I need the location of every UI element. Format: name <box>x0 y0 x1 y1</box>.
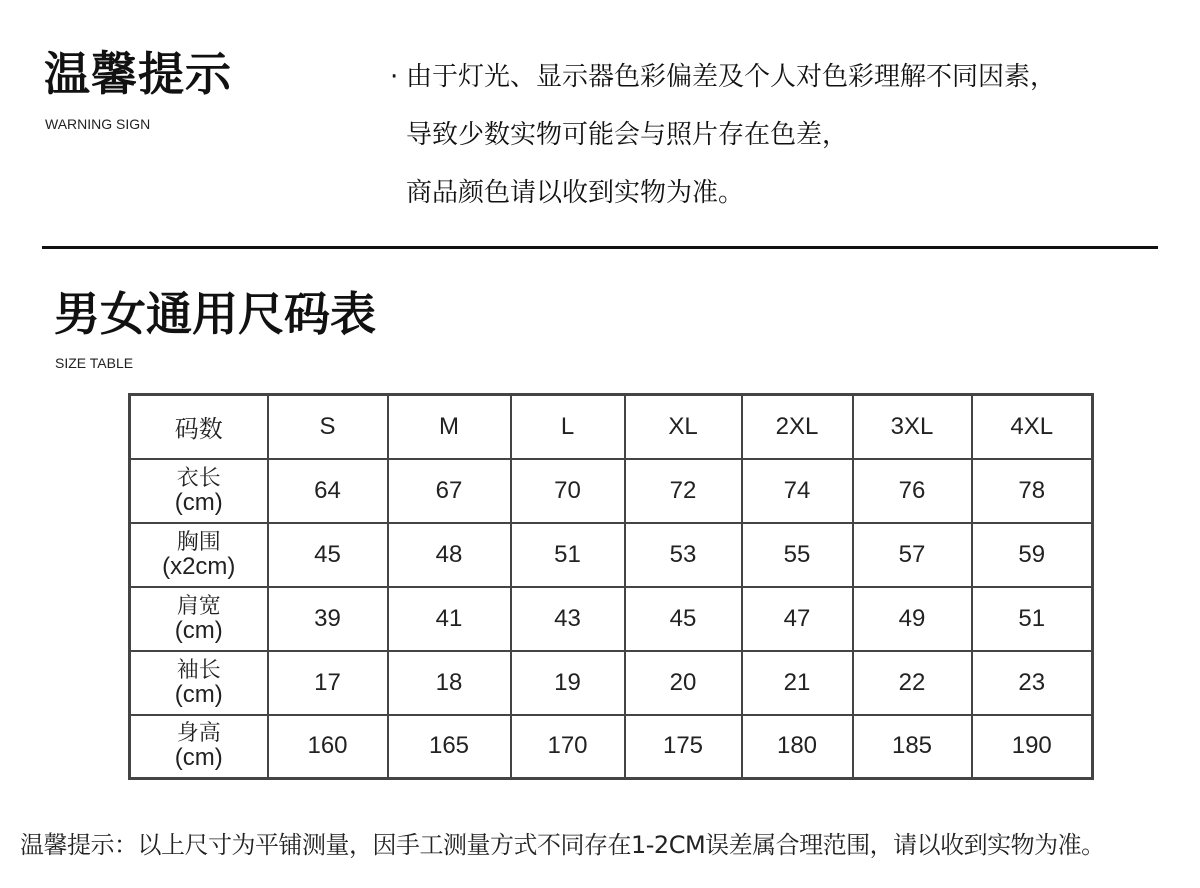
table-cell: 64 <box>268 459 388 523</box>
table-cell: 21 <box>742 651 853 715</box>
table-cell: 165 <box>388 715 511 779</box>
table-cell: 170 <box>511 715 625 779</box>
section-divider <box>42 246 1158 249</box>
row-label-unit: (cm) <box>174 616 223 644</box>
table-cell: 57 <box>853 523 972 587</box>
size-header-cell: XL <box>625 395 742 459</box>
notice-subtitle: WARNING SIGN <box>45 116 151 132</box>
size-header-row <box>130 395 1093 459</box>
row-label-unit: (cm) <box>174 680 223 708</box>
notice-line-text: 导致少数实物可能会与照片存在色差， <box>406 120 849 150</box>
row-label-unit: (x2cm) <box>162 552 236 580</box>
table-cell: 19 <box>511 651 625 715</box>
notice-title: 温馨提示 <box>44 47 232 101</box>
row-label-name: 袖长 <box>176 657 221 683</box>
table-cell: 18 <box>388 651 511 715</box>
row-label-unit: (cm) <box>174 744 223 772</box>
table-cell: 47 <box>742 587 853 651</box>
table-cell: 190 <box>972 715 1093 779</box>
table-cell: 41 <box>388 587 511 651</box>
notice-line <box>390 164 1190 222</box>
size-header-cell: 3XL <box>853 395 972 459</box>
notice-text <box>390 48 1190 222</box>
bullet-marker: · <box>390 62 399 92</box>
row-label <box>130 587 268 651</box>
size-table <box>128 393 1094 780</box>
size-table-container <box>128 393 1094 780</box>
table-cell: 185 <box>853 715 972 779</box>
size-header-label: 码数 <box>130 395 268 459</box>
notice-line <box>390 106 1190 164</box>
row-label-name: 衣长 <box>176 465 221 491</box>
table-cell: 78 <box>972 459 1093 523</box>
table-cell: 72 <box>625 459 742 523</box>
table-cell: 175 <box>625 715 742 779</box>
table-cell: 55 <box>742 523 853 587</box>
row-label-name: 胸围 <box>176 529 221 555</box>
table-cell: 23 <box>972 651 1093 715</box>
table-cell: 43 <box>511 587 625 651</box>
table-row <box>130 651 1093 715</box>
row-label <box>130 715 268 779</box>
table-cell: 39 <box>268 587 388 651</box>
table-cell: 51 <box>511 523 625 587</box>
row-label <box>130 651 268 715</box>
table-cell: 48 <box>388 523 511 587</box>
table-cell: 49 <box>853 587 972 651</box>
table-cell: 45 <box>268 523 388 587</box>
table-cell: 20 <box>625 651 742 715</box>
row-label-name: 肩宽 <box>176 593 221 619</box>
table-row <box>130 459 1093 523</box>
table-row <box>130 523 1093 587</box>
table-cell: 17 <box>268 651 388 715</box>
table-row <box>130 715 1093 779</box>
size-header-cell: S <box>268 395 388 459</box>
notice-line-text: 商品颜色请以收到实物为准。 <box>406 178 745 208</box>
notice-line <box>390 48 1190 106</box>
row-label-unit: (cm) <box>174 488 223 516</box>
notice-line-text: 由于灯光、显示器色彩偏差及个人对色彩理解不同因素， <box>406 62 1057 92</box>
row-label <box>130 523 268 587</box>
size-table-title: 男女通用尺码表 <box>54 287 376 341</box>
table-cell: 45 <box>625 587 742 651</box>
table-cell: 76 <box>853 459 972 523</box>
table-cell: 53 <box>625 523 742 587</box>
table-row <box>130 587 1093 651</box>
table-cell: 74 <box>742 459 853 523</box>
table-cell: 160 <box>268 715 388 779</box>
row-label-name: 身高 <box>176 721 221 747</box>
table-cell: 59 <box>972 523 1093 587</box>
size-table-subtitle: SIZE TABLE <box>55 355 134 371</box>
size-header-cell: 4XL <box>972 395 1093 459</box>
row-label <box>130 459 268 523</box>
size-header-cell: M <box>388 395 511 459</box>
size-header-cell: L <box>511 395 625 459</box>
table-cell: 67 <box>388 459 511 523</box>
size-header-cell: 2XL <box>742 395 853 459</box>
table-cell: 51 <box>972 587 1093 651</box>
table-cell: 180 <box>742 715 853 779</box>
table-cell: 70 <box>511 459 625 523</box>
table-cell: 22 <box>853 651 972 715</box>
footer-note: 温馨提示：以上尺寸为平铺测量，因手工测量方式不同存在1-2CM误差属合理范围，请以收到实物为准。 <box>20 831 1105 859</box>
